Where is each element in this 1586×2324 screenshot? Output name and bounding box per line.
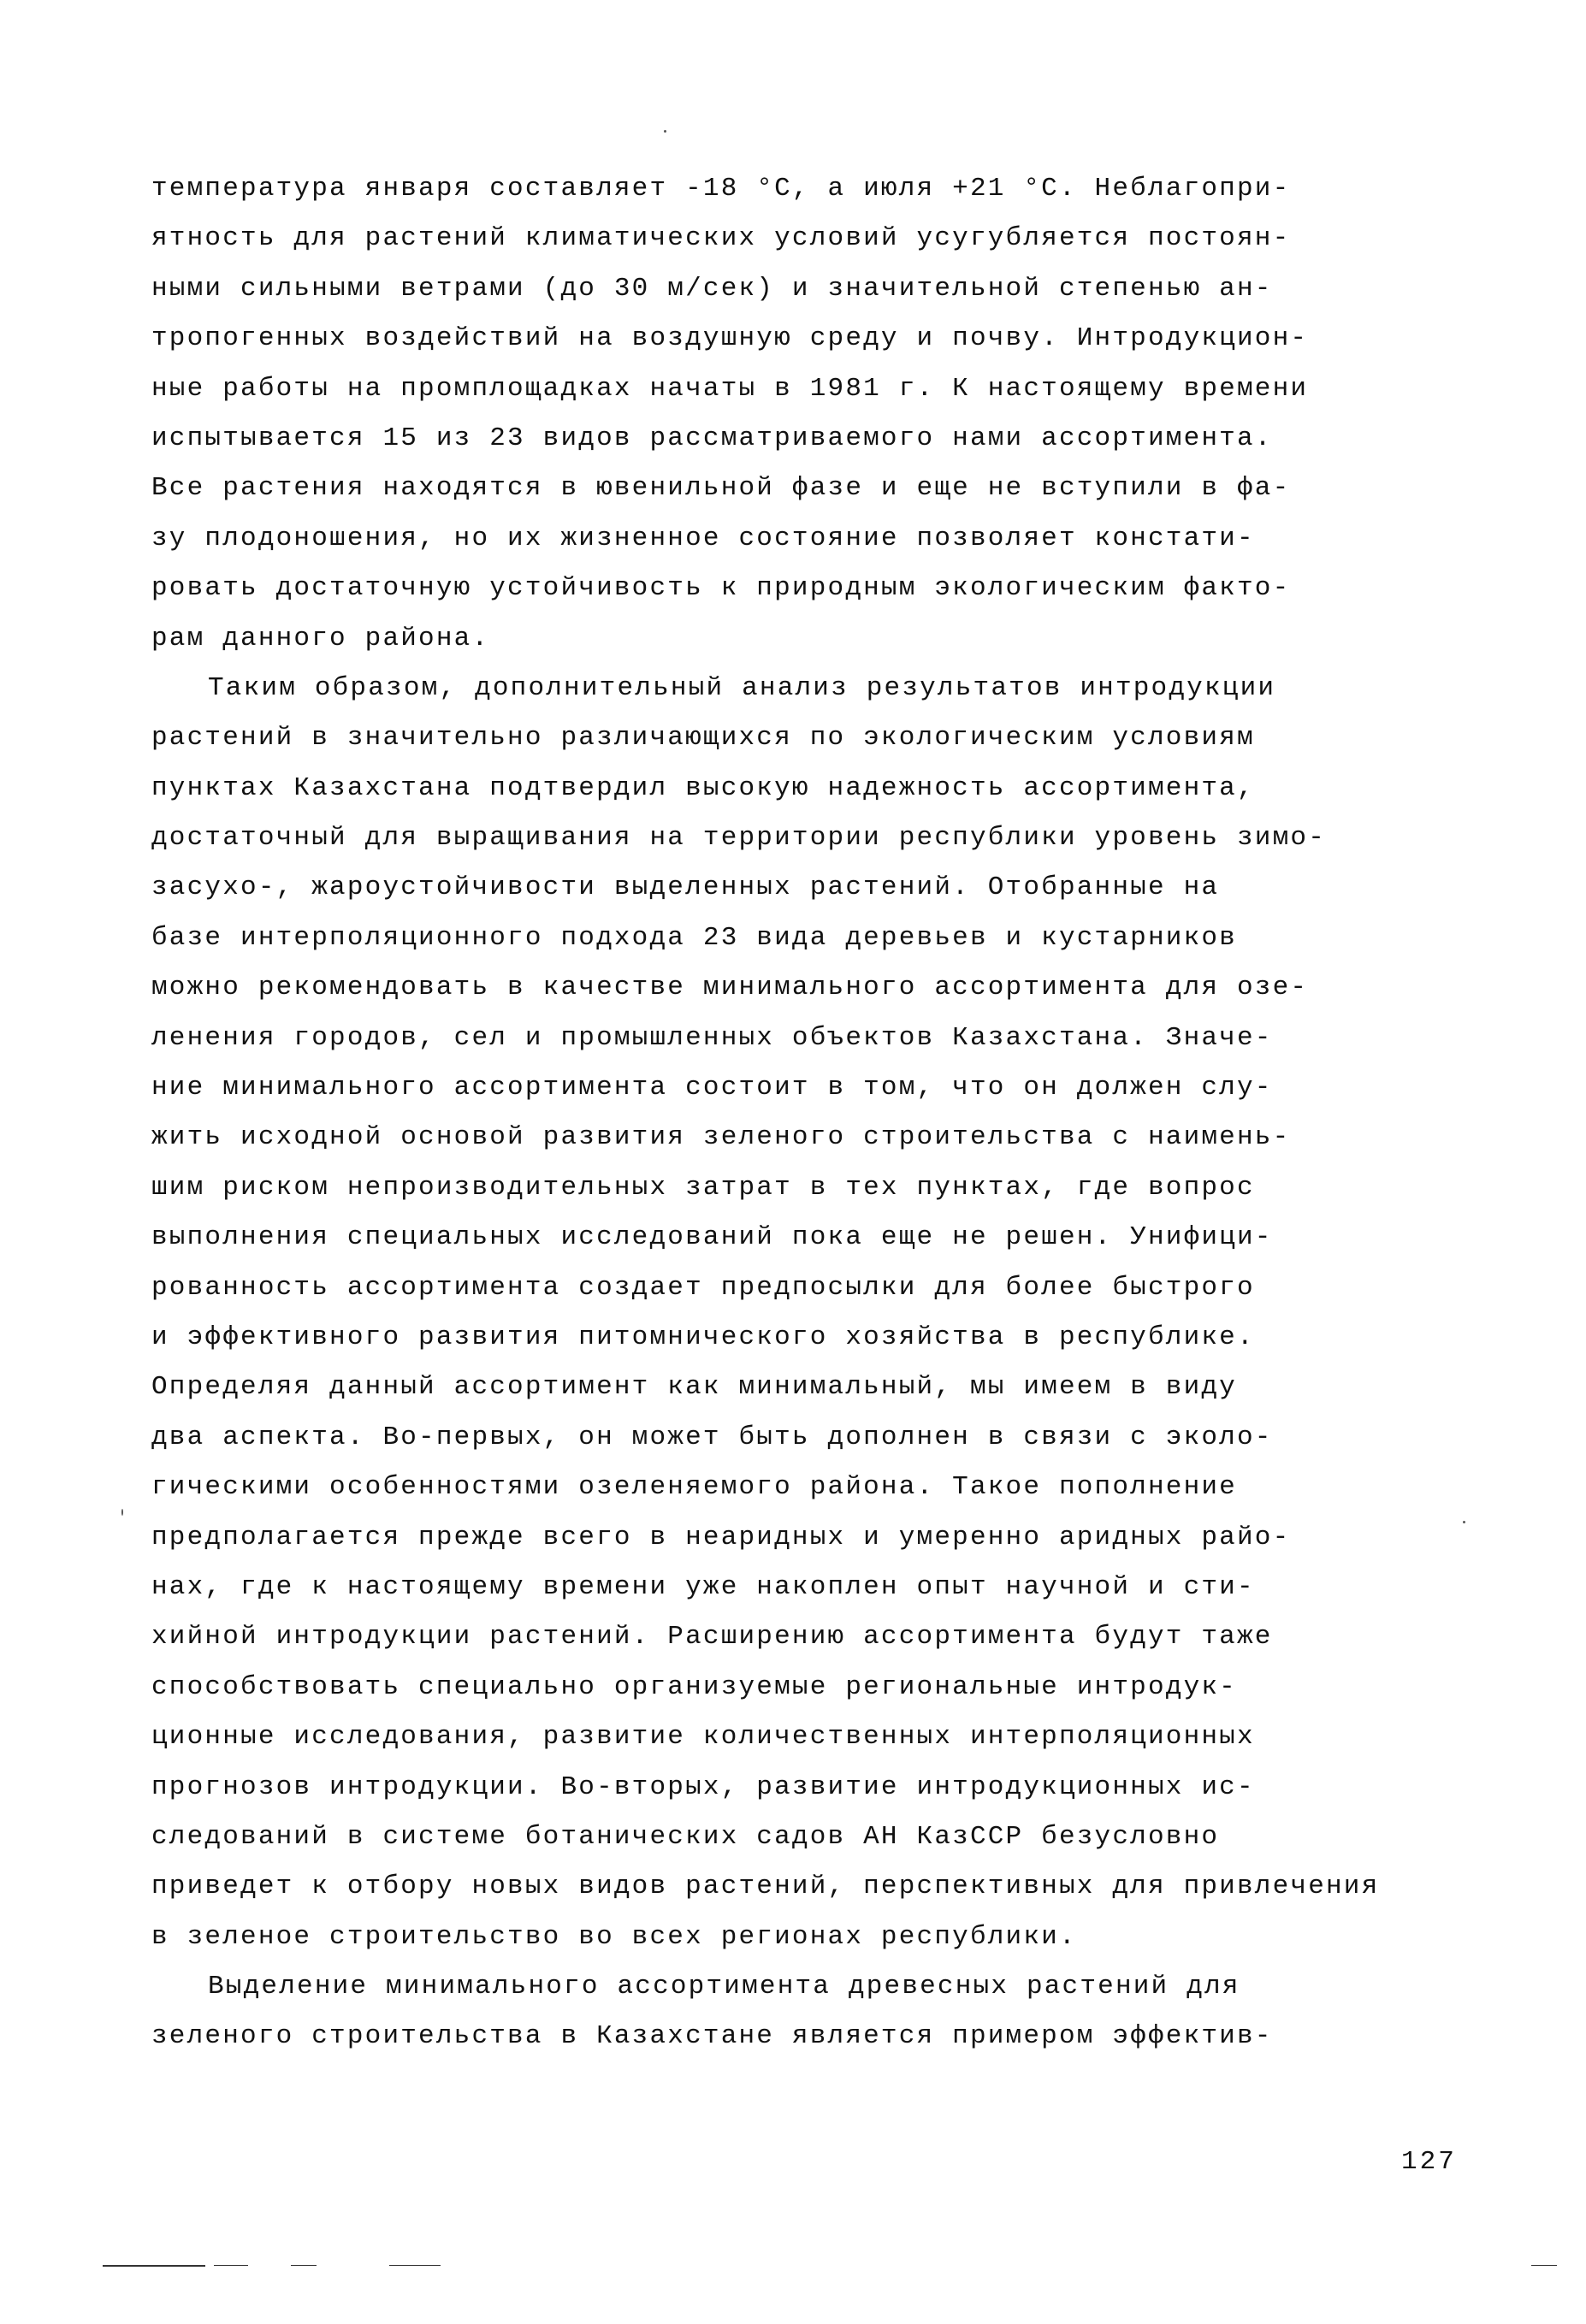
page-number: 127: [1401, 2147, 1457, 2177]
text-line: шим риском непроизводительных затрат в тех пунктах, где вопрос: [151, 1172, 1255, 1203]
text-line: гическими особенностями озеленяемого района. Такое пополнение: [151, 1472, 1237, 1503]
text-line: Таким образом, дополнительный анализ результатов интродукции: [208, 672, 1276, 703]
text-line: прогнозов интродукции. Во-вторых, развитие интродукционных ис-: [151, 1771, 1255, 1802]
scan-artifact-rule: [214, 2265, 248, 2266]
paragraph: [151, 664, 1452, 1962]
text-line: температура января составляет -18 °С, а июля +21 °С. Неблагопри-: [151, 174, 1291, 204]
scan-artifact-rule: [1531, 2265, 1557, 2266]
paragraph: [151, 1962, 1452, 2062]
text-line: жить исходной основой развития зеленого строительства с наимень-: [151, 1122, 1291, 1153]
text-line: испытывается 15 из 23 видов рассматриваемого нами ассортимента.: [151, 423, 1273, 453]
text-line: следований в системе ботанических садов АН КазССР безусловно: [151, 1821, 1220, 1852]
text-line: выполнения специальных исследований пока еще не решен. Унифици-: [151, 1222, 1273, 1253]
scan-speck: [664, 130, 666, 133]
text-line: Выделение минимального ассортимента древесных растений для: [208, 1972, 1240, 2002]
text-line: ленения городов, сел и промышленных объектов Казахстана. Значе-: [151, 1022, 1273, 1053]
text-line: рованность ассортимента создает предпосылки для более быстрого: [151, 1272, 1255, 1303]
text-line: хийной интродукции растений. Расширению ассортимента будут таже: [151, 1622, 1273, 1653]
scan-artifact-rule: [103, 2265, 205, 2267]
text-line: зу плодоношения, но их жизненное состояние позволяет констати-: [151, 523, 1255, 553]
scan-speck: [1463, 1521, 1465, 1523]
text-line: засухо-, жароустойчивости выделенных растений. Отобранные на: [151, 872, 1220, 903]
scan-artifact-rule: [291, 2265, 317, 2266]
text-line: зеленого строительства в Казахстане является примером эффектив-: [151, 2021, 1273, 2052]
text-line: ные работы на промплощадках начаты в 1981 г. К настоящему времени: [151, 373, 1309, 404]
text-line: ние минимального ассортимента состоит в том, что он должен слу-: [151, 1073, 1273, 1103]
text-line: способствовать специально организуемые региональные интродук-: [151, 1671, 1237, 1702]
text-line: два аспекта. Во-первых, он может быть дополнен в связи с эколо-: [151, 1422, 1273, 1452]
text-line: ятность для растений климатических условий усугубляется постоян-: [151, 223, 1291, 254]
text-line: пунктах Казахстана подтвердил высокую надежность ассортимента,: [151, 772, 1255, 803]
text-line: Все растения находятся в ювенильной фазе и еще не вступили в фа-: [151, 473, 1291, 504]
text-line: можно рекомендовать в качестве минимального ассортимента для озе-: [151, 973, 1309, 1003]
text-line: приведет к отбору новых видов растений, перспективных для привлечения: [151, 1872, 1380, 1902]
text-line: Определяя данный ассортимент как минимальный, мы имеем в виду: [151, 1372, 1237, 1403]
text-line: и эффективного развития питомнического хозяйства в республике.: [151, 1322, 1255, 1352]
scan-speck: [121, 1509, 123, 1516]
scan-artifact-rule: [389, 2265, 441, 2266]
body-text: [151, 164, 1452, 2062]
text-line: растений в значительно различающихся по экологическим условиям: [151, 723, 1255, 754]
text-line: ными сильными ветрами (до 30 м/сек) и значительной степенью ан-: [151, 273, 1273, 304]
text-line: ционные исследования, развитие количественных интерполяционных: [151, 1722, 1255, 1753]
text-line: нах, где к настоящему времени уже накоплен опыт научной и сти-: [151, 1571, 1255, 1602]
text-line: в зеленое строительство во всех регионах республики.: [151, 1921, 1077, 1952]
text-line: тропогенных воздействий на воздушную среду и почву. Интродукцион-: [151, 323, 1309, 354]
text-line: рам данного района.: [151, 623, 490, 653]
paragraph: [151, 164, 1452, 664]
text-line: ровать достаточную устойчивость к природным экологическим факто-: [151, 573, 1291, 604]
text-line: базе интерполяционного подхода 23 вида деревьев и кустарников: [151, 922, 1237, 953]
text-line: предполагается прежде всего в неаридных и умеренно аридных райо-: [151, 1522, 1291, 1552]
text-line: достаточный для выращивания на территории республики уровень зимо-: [151, 823, 1326, 854]
